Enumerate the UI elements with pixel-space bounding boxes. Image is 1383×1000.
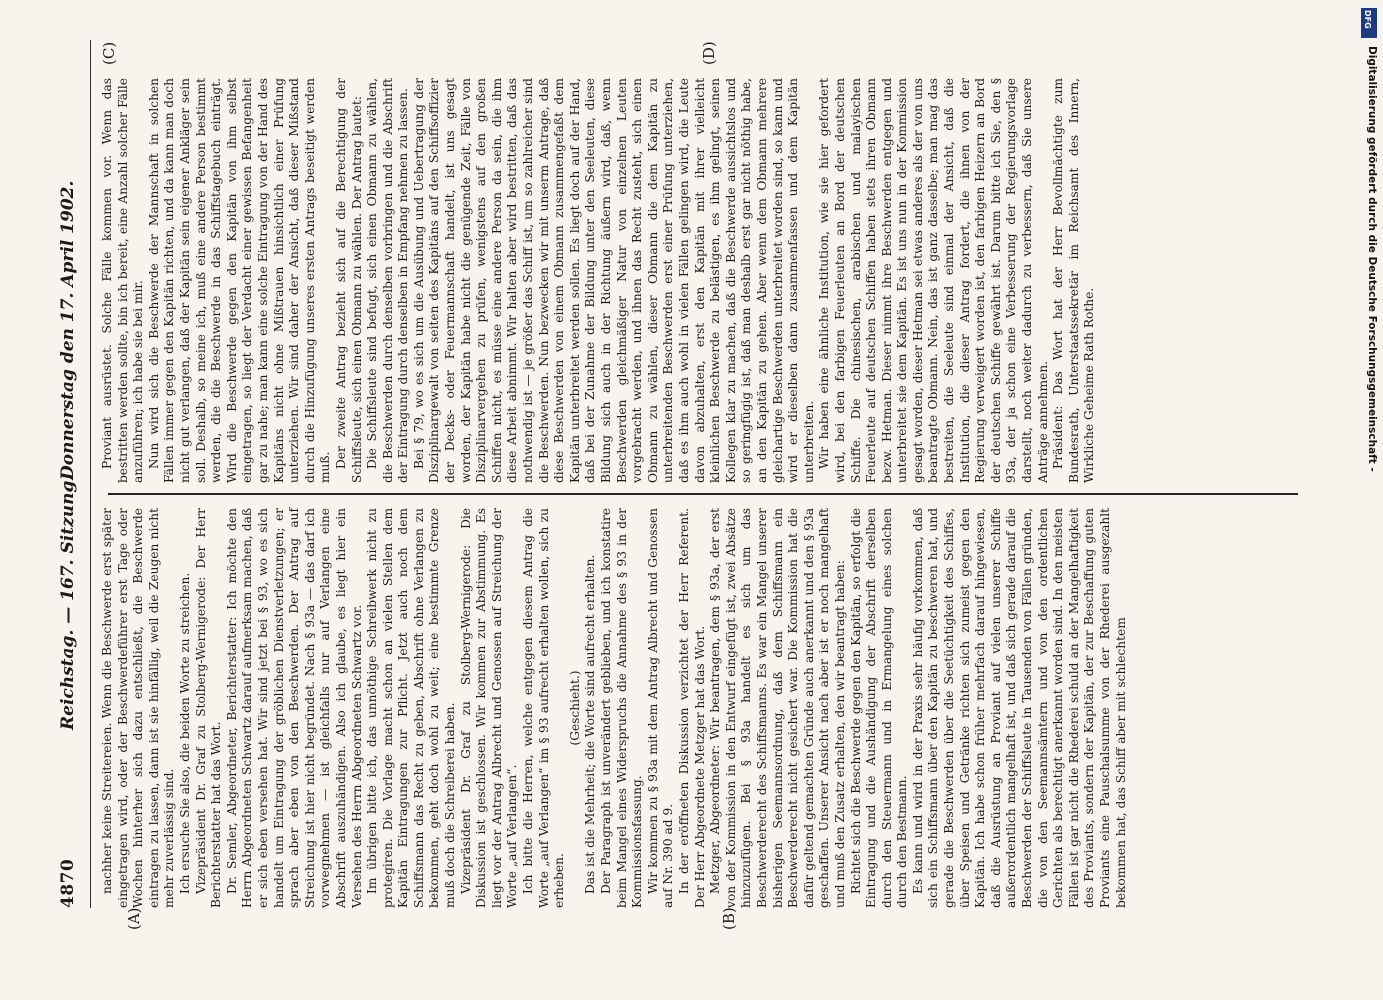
- running-header: [58, 0, 88, 1000]
- header-rule: [90, 40, 91, 908]
- paragraph: Wir haben eine ähnliche Institution, wie sie hier gefordert wird, bei den farbigen Feuerleuten an Bord der deutschen Schiffe. Die chinesischen, arabischen und malayischen Feuerleute auf deutschen Schiffen haben stets ihren Obmann bezw. Hetman. Dieser nimmt ihre Beschwerden entgegen und unterbreitet sie dem Kapitän. Es ist uns nun in der Kommission gesagt worden, dieser Hetman sei etwas anderes als der von uns beantragte Obmann. Nein, das ist ganz dasselbe; man mag das bestreiten, die Seeleute sind einmal der Ansicht, daß die Institution, die dieser Antrag fordert, die ihnen von der Regierung verweigert worden ist, den farbigen Heizern an Bord der deutschen Schiffe gewährt ist. Darum bitte ich Sie, den § 93a, der ja schon eine Verbesserung der Regierungsvorlage darstellt, noch weiter dadurch zu verbessern, daß Sie unsere Anträge annehmen.: [817, 78, 1050, 483]
- margin-mark-b: (B): [720, 907, 738, 930]
- paragraph: Der Paragraph ist unverändert geblieben, und ich konstatire beim Mangel eines Widerspruchs die Annahme des § 93 in der Kommissionsfassung.: [599, 508, 645, 908]
- margin-mark-c: (C): [100, 41, 118, 65]
- paragraph: Ich bitte die Herren, welche entgegen diesem Antrag die Worte „auf Verlangen“ im § 93 aufrecht erhalten wollen, sich zu erheben.: [521, 508, 567, 908]
- paragraph: Vizepräsident Dr. Graf zu Stolberg-Wernigerode: Der Herr Berichterstatter hat das Wort.: [193, 508, 224, 908]
- paragraph: Im übrigen bitte ich, das unnöthige Schreibwerk nicht zu protegiren. Die Vorlage macht schon an vielen Stellen dem Kapitän Eintragungen zur Pflicht. Jetzt auch noch dem Schiffsmann das Recht zu geben, Abschrift ohne Verlangen zu bekommen, geht doch wohl zu weit; eine bestimmte Grenze muß doch die Schreiberei haben.: [365, 508, 458, 908]
- paragraph: Das ist die Mehrheit; die Worte sind aufrecht erhalten.: [583, 554, 598, 894]
- paragraph: Wir kommen zu § 93a mit dem Antrag Albrecht und Genossen auf Nr. 390 ad 9.: [645, 508, 676, 908]
- running-head-date: Donnerstag den 17. April 1902.: [58, 180, 78, 480]
- paragraph: Nun wird sich die Beschwerde der Mannschaft in solchen Fällen immer gegen den Kapitän richten, und da kann man doch nicht gut verlangen, daß der Kapitän sein eigener Ankläger sein soll. Deshalb, so meine ich, muß eine andere Person bestimmt werden, die die Beschwerde in das Schiffstagebuch einträgt. Wird die Beschwerde gegen den Kapitän von ihm selbst eingetragen, so liegt der Verdacht einer gewissen Befangenheit gar zu nahe; man kann eine solche Eintragung von der Hand des Kapitäns nicht ohne Mißtrauen hinsichtlich einer Prüfung unterziehen. Wir sind daher der Ansicht, daß dieser Mißstand durch die Hinzufügung unseres ersten Antrags beseitigt werden muß.: [146, 78, 333, 483]
- paragraph: (Geschieht.): [567, 670, 582, 746]
- page-number: 4870: [58, 858, 78, 908]
- margin-mark-d: (D): [700, 41, 718, 65]
- paragraph: Präsident: Das Wort hat der Herr Bevollmächtigte zum Bundesrath, Unterstaatssekretär im Reichsamt des Innern, Wirkliche Geheime Rath Rothe.: [1051, 78, 1097, 483]
- paragraph: In der eröffneten Diskussion verzichtet der Herr Referent. Der Herr Abgeordnete Metzger hat das Wort.: [676, 508, 707, 908]
- paragraph: Der zweite Antrag bezieht sich auf die Berechtigung der Schiffsleute, sich einen Obmann zu wählen. Der Antrag lautet:: [333, 78, 364, 483]
- digitization-credit: [1360, 6, 1380, 906]
- paragraph: Metzger, Abgeordneter: Wir beantragen, dem § 93a, der erst von der Kommission in den Entwurf eingefügt ist, zwei Absätze hinzuzufügen. Bei § 93a handelt es sich um das Beschwerderecht des Schiffsmanns. Es war ein Mangel unserer bisherigen Seemannsordnung, daß dem Schiffsmann ein Beschwerderecht nicht gesichert war. Die Kommission hat die dafür geltend gemachten Gründe auch anerkannt und den § 93a geschaffen. Unserer Ansicht nach aber ist er noch mangelhaft und muß den Zusatz erhalten, den wir beantragt haben:: [708, 508, 847, 908]
- paragraph: Ich ersuche Sie also, die beiden Worte zu streichen.: [177, 572, 192, 894]
- paragraph: Es kann und wird in der Praxis sehr häufig vorkommen, daß sich ein Schiffsmann über den Kapitän zu beschweren hat, und gerade die Beschwerden über die Seetüchtigkeit des Schiffes, über Speisen und Getränke richten sich zumeist gegen den Kapitän. Ich habe schon früher mehrfach darauf hingewiesen, daß die Ausrüstung an Proviant auf vielen unserer Schiffe außerordentlich mangelhaft ist, und daß sich gerade darauf die Beschwerden der Schiffsleute in Tausenden von Fällen gründen, die von den Seemannsämtern und von den ordentlichen Gerichten als berechtigt anerkannt worden sind. In den meisten Fällen ist gar nicht die Rhederei schuld an der Mangelhaftigkeit des Proviants, sondern der Kapitän, der zur Beschaffung guten Proviants eine Pauschalsumme von der Rhederei ausgezahlt bekommen hat, das Schiff aber mit schlechtem: [910, 508, 1128, 908]
- margin-mark-a: (A): [125, 907, 143, 930]
- column-divider: [108, 493, 1298, 495]
- paragraph: Dr. Semler, Abgeordneter, Berichterstatter: Ich möchte den Herrn Abgeordneten Schwartz darauf aufmerksam machen, daß er sich eben versehen hat. Wir sind jetzt bei § 93, wo es sich handelt um Eintragung der gröblichen Dienstverletzungen; er sprach aber eben von den Beschwerden. Der Antrag auf Streichung ist hier nicht begründet. Nach § 93a — das darf ich vorwegnehmen — ist gleichfalls nur auf Verlangen eine Abschrift auszuhändigen. Also ich glaube, es liegt hier ein Versehen des Herrn Abgeordneten Schwartz vor.: [224, 508, 364, 908]
- digitization-note: Digitalisierung gefördert durch die Deutsche Forschungsgemeinschaft -: [1366, 46, 1378, 472]
- running-head-title: Reichstag. — 167. Sitzung.: [58, 474, 78, 730]
- paragraph: Richtet sich die Beschwerde gegen den Kapitän, so erfolgt die Eintragung und die Aushändigung der Abschrift derselben durch den Steuermann und in Ermangelung eines solchen durch den Bestmann.: [848, 508, 910, 908]
- paragraph: Proviant ausrüstet. Solche Fälle kommen vor. Wenn das bestritten werden sollte, bin ich bereit, eine Anzahl solcher Fälle anzuführen; ich habe sie bei mir.: [100, 78, 146, 483]
- paragraph: Vizepräsident Dr. Graf zu Stolberg-Wernigerode: Die Diskussion ist geschlossen. Wir kommen zur Abstimmung. Es liegt vor der Antrag Albrecht und Genossen auf Streichung der Worte „auf Verlangen“.: [458, 508, 520, 908]
- dfg-logo: DFG: [1361, 8, 1377, 38]
- paragraph: nachher keine Streitereien. Wenn die Beschwerde erst später eingetragen wird, oder der Beschwerdeführer erst Tage oder Wochen hinterher sich dazu entschließt, die Beschwerde eintragen zu lassen, dann ist sie hinfällig, weil die Zeugen nicht mehr zuverlässig sind.: [100, 508, 177, 908]
- right-column: [100, 78, 1097, 483]
- paragraph: Die Schiffsleute sind befugt, sich einen Obmann zu wählen, die Beschwerden durch denselben vorbringen und die Abschrift der Eintragung durch denselben in Empfang nehmen zu lassen.: [365, 78, 411, 483]
- left-column: [100, 508, 1128, 908]
- paragraph: Bei § 79, wo es sich um die Ausübung und Uebertragung der Disziplinargewalt von seiten des Kapitäns auf den Schiffsoffizier der Decks- oder Feuermannschaft handelt, ist uns gesagt worden, der Kapitän habe nicht die genügende Zeit, Fälle von Disziplinarvergehen zu prüfen, wenigstens auf den großen Schiffen nicht, es müsse eine andere Person da sein, die ihm diese Arbeit abnimmt. Wir halten aber wird bestritten, daß das nothwendig ist — je größer das Schiff ist, um so zahlreicher sind die Beschwerden. Nun bezwecken wir mit unserm Antrage, daß diese Beschwerden von einem Obmann zusammengefaßt dem Kapitän unterbreitet werden sollen. Es liegt doch auf der Hand, daß bei der Zunahme der Bildung unter den Seeleuten, diese Bildung sich auch in der Richtung äußern wird, daß, wenn Beschwerden gleichmäßiger Natur von einzelnen Leuten vorgebracht werden, und ihnen das Recht zusteht, sich einen Obmann zu wählen, dieser Obmann die dem Kapitän zu unterbreitenden Beschwerden erst einer Prüfung unterziehen, daß es ihm auch wohl in vielen Fällen gelingen wird, die Leute davon abzuhalten, erst den Kapitän mit ihrer vielleicht kleinlichen Beschwerde zu belästigen, es ihm gelingt, seinen Kollegen klar zu machen, daß die Beschwerde aussichtslos und so geringfügig ist, daß man deshalb erst gar nicht nöthig habe, an den Kapitän zu gehen. Aber wenn dem Obmann mehrere gleichartige Beschwerden unterbreitet worden sind, so kann und wird er dieselben dann zusammenfassen und dem Kapitän unterbreiten.: [411, 78, 816, 483]
